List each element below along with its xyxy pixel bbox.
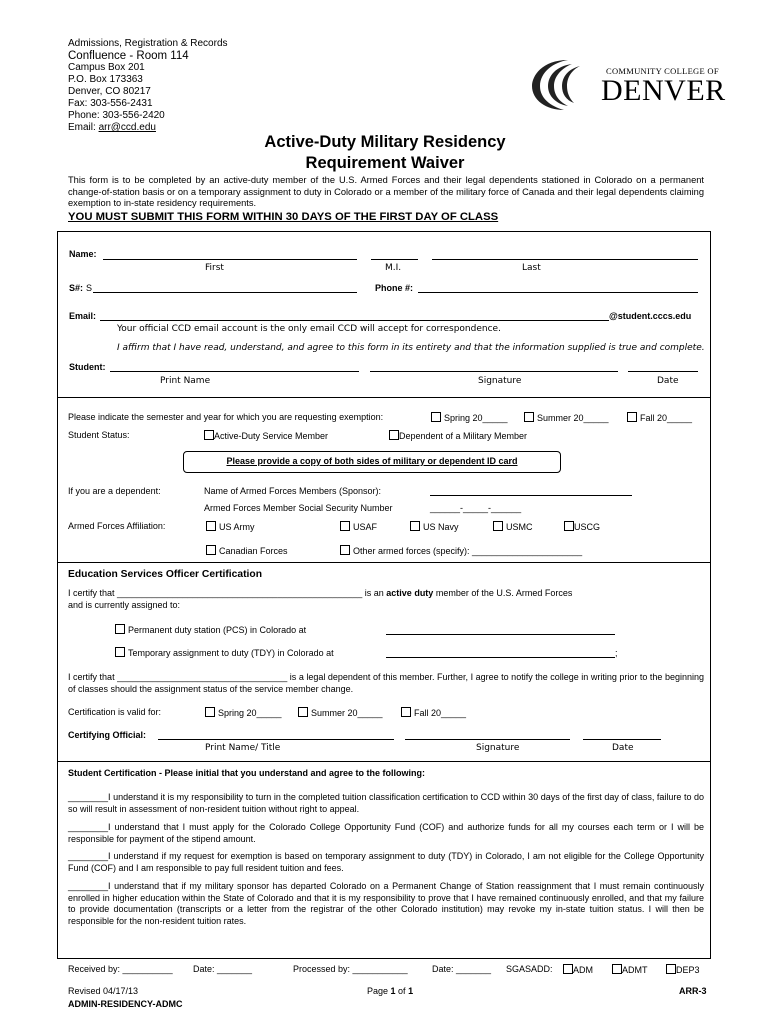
official-date-caption: Date: [612, 743, 634, 753]
semester-prompt: Please indicate the semester and year for which you are requesting exemption:: [68, 412, 384, 422]
sgasadd-label: SGASADD:: [506, 964, 553, 974]
ssn-label: Armed Forces Member Social Security Number: [204, 503, 393, 513]
received-date: Date: _______: [193, 964, 253, 974]
tdy-location-field[interactable]: [386, 657, 615, 658]
semicolon: ;: [615, 648, 618, 658]
divider: [57, 397, 711, 398]
last-caption: Last: [522, 263, 541, 273]
logo-small-text: COMMUNITY COLLEGE OF: [606, 66, 719, 76]
sponsor-label: Name of Armed Forces Members (Sponsor):: [204, 486, 382, 496]
uscg-option[interactable]: USCG: [564, 521, 600, 532]
phone: Phone: 303-556-2420: [68, 110, 165, 121]
deadline-notice: YOU MUST SUBMIT THIS FORM WITHIN 30 DAYS OF THE FIRST DAY OF CLASS: [68, 211, 499, 223]
processed-date: Date: _______: [432, 964, 492, 974]
email-label: Email:: [69, 311, 97, 321]
affiliation-label: Armed Forces Affiliation:: [68, 521, 166, 531]
official-signature-field[interactable]: [405, 739, 570, 740]
location: Confluence - Room 114: [68, 50, 189, 62]
checkbox-icon: [564, 521, 574, 531]
campus-box: Campus Box 201: [68, 62, 145, 73]
page-number: Page 1 of 1: [367, 986, 414, 996]
checkbox-icon: [115, 624, 125, 634]
student-id-field[interactable]: [93, 292, 357, 293]
dependent-option[interactable]: Dependent of a Military Member: [389, 430, 527, 441]
college-logo: [528, 56, 728, 112]
eso-heading: Education Services Officer Certification: [68, 569, 262, 580]
checkbox-icon: [493, 521, 503, 531]
arr-code: ARR-3: [679, 986, 707, 996]
valid-fall-option[interactable]: Fall 20_____: [401, 707, 466, 718]
sponsor-name-field[interactable]: [430, 495, 632, 496]
dependent-certify: I certify that __________________________________ is a legal dependent of this member. Further, I agree to notify the college in writing prior to the beginning of classes should the assignment status of the service member change.: [68, 672, 704, 694]
checkbox-icon: [410, 521, 420, 531]
us-army-option[interactable]: US Army: [206, 521, 255, 532]
checkbox-icon: [401, 707, 411, 717]
first-caption: First: [205, 263, 224, 273]
mi-field[interactable]: [371, 259, 418, 260]
last-name-field[interactable]: [432, 259, 698, 260]
pcs-location-field[interactable]: [386, 634, 615, 635]
dept-name: Admissions, Registration & Records: [68, 38, 228, 49]
other-forces-option[interactable]: Other armed forces (specify): ______________________: [340, 545, 582, 556]
checkbox-icon: [340, 521, 350, 531]
student-email-field[interactable]: [100, 320, 609, 321]
valid-spring-option[interactable]: Spring 20_____: [205, 707, 282, 718]
summer-option[interactable]: Summer 20_____: [524, 412, 609, 423]
form-code: ADMIN-RESIDENCY-ADMC: [68, 999, 183, 1009]
spring-option[interactable]: Spring 20_____: [431, 412, 508, 423]
usaf-option[interactable]: USAF: [340, 521, 377, 532]
cert-item-3: ________I understand if my request for exemption is based on temporary assignment to duty (TDY) in Colorado, I am not eligible for the College Opportunity Fund (COF) and I am responsible to pay full resident tuition and fees.: [68, 851, 704, 873]
name-label: Name:: [69, 249, 97, 259]
processed-by: Processed by: ___________: [293, 964, 408, 974]
cert-item-4: ________I understand that if my military sponsor has departed Colorado on a Permanent Change of Station reassignment that I must remain continuously enrolled in higher education within the State of Colorado and that it is my responsibility to prove that I have remained continuously enrolled, and that my failure to provide documentation (transcripts or a letter from the registrar of the other Colorado institution) may revoke my in-state tuition status. I will then be responsible for the non-resident tuition rates.: [68, 881, 704, 926]
affirm-statement: I affirm that I have read, understand, and agree to this form in its entirety and that the information supplied is true and complete.: [117, 343, 705, 353]
mi-caption: M.I.: [385, 263, 402, 273]
divider: [57, 562, 711, 563]
date-caption: Date: [657, 376, 679, 386]
print-title-caption: Print Name/ Title: [205, 743, 281, 753]
intro-paragraph: This form is to be completed by an active-duty member of the U.S. Armed Forces and their legal dependents stationed in Colorado on a permanent change-of-station basis or on a temporary assignment to duty in Colorado or a member of the military force of Canada and their legal dependents claiming exemption to in-state residency requirements.: [68, 175, 704, 208]
received-by: Received by: __________: [68, 964, 173, 974]
print-name-caption: Print Name: [160, 376, 211, 386]
sid-prefix: S: [86, 283, 93, 293]
if-dependent-label: If you are a dependent:: [68, 486, 161, 496]
checkbox-icon: [666, 964, 676, 974]
checkbox-icon: [563, 964, 573, 974]
cert-item-2: ________I understand that I must apply for the Colorado College Opportunity Fund (COF) and authorize funds for all my courses each term or I will be responsible for payment of the stipend amount.: [68, 822, 704, 844]
admt-option[interactable]: ADMT: [612, 964, 648, 975]
checkbox-icon: [115, 647, 125, 657]
address-block: [68, 38, 228, 134]
usmc-option[interactable]: USMC: [493, 521, 533, 532]
student-signature-field[interactable]: [370, 371, 618, 372]
student-date-field[interactable]: [628, 371, 698, 372]
checkbox-icon: [524, 412, 534, 422]
us-navy-option[interactable]: US Navy: [410, 521, 459, 532]
dep3-option[interactable]: DEP3: [666, 964, 700, 975]
checkbox-icon: [389, 430, 399, 440]
checkbox-icon: [206, 545, 216, 555]
ssn-field[interactable]: ______-_____-______: [430, 503, 522, 513]
email-link[interactable]: arr@ccd.edu: [98, 122, 156, 133]
checkbox-icon: [206, 521, 216, 531]
canadian-forces-option[interactable]: Canadian Forces: [206, 545, 288, 556]
fall-option[interactable]: Fall 20_____: [627, 412, 692, 423]
eso-assigned-line: and is currently assigned to:: [68, 600, 181, 610]
valid-summer-option[interactable]: Summer 20_____: [298, 707, 383, 718]
status-label: Student Status:: [68, 430, 130, 440]
signature-caption: Signature: [478, 376, 522, 386]
sid-label: S#:: [69, 283, 84, 293]
checkbox-icon: [205, 707, 215, 717]
phone-field[interactable]: [418, 292, 698, 293]
first-name-field[interactable]: [103, 259, 357, 260]
logo-swoosh-icon: [528, 56, 608, 112]
email-note: Your official CCD email account is the only email CCD will accept for correspondence.: [117, 324, 501, 334]
checkbox-icon: [340, 545, 350, 555]
revised-date: Revised 04/17/13: [68, 986, 139, 996]
form-title-line1: Active-Duty Military Residency: [264, 133, 506, 151]
checkbox-icon: [298, 707, 308, 717]
tdy-option[interactable]: Temporary assignment to duty (TDY) in Colorado at: [115, 647, 334, 658]
email-line: Email: arr@ccd.edu: [68, 122, 156, 133]
fax: Fax: 303-556-2431: [68, 98, 153, 109]
official-date-field[interactable]: [583, 739, 661, 740]
email-domain: @student.cccs.edu: [609, 311, 692, 321]
eso-certify-line: I certify that _________________________________________________ is an active duty member of the U.S. Armed Forces: [68, 588, 573, 598]
cert-item-1: ________I understand it is my responsibility to turn in the completed tuition classification certification to CCD within 30 days of the first day of class, failure to do so will result in assessment of non-resident tuition without right to appeal.: [68, 792, 704, 814]
id-notice: Please provide a copy of both sides of military or dependent ID card: [183, 451, 561, 473]
pcs-option[interactable]: Permanent duty station (PCS) in Colorado at: [115, 624, 306, 635]
official-label: Certifying Official:: [68, 730, 147, 740]
phone-label: Phone #:: [375, 283, 414, 293]
official-name-field[interactable]: [158, 739, 394, 740]
city: Denver, CO 80217: [68, 86, 151, 97]
adm-option[interactable]: ADM: [563, 964, 593, 975]
active-duty-option[interactable]: Active-Duty Service Member: [204, 430, 328, 441]
official-signature-caption: Signature: [476, 743, 520, 753]
logo-big-text: DENVER: [601, 74, 726, 107]
checkbox-icon: [627, 412, 637, 422]
student-label: Student:: [69, 362, 106, 372]
divider: [57, 761, 711, 762]
checkbox-icon: [431, 412, 441, 422]
checkbox-icon: [612, 964, 622, 974]
student-print-name-field[interactable]: [110, 371, 359, 372]
checkbox-icon: [204, 430, 214, 440]
valid-label: Certification is valid for:: [68, 707, 162, 717]
student-cert-heading: Student Certification - Please initial that you understand and agree to the following:: [68, 768, 426, 778]
po-box: P.O. Box 173363: [68, 74, 143, 85]
form-title-line2: Requirement Waiver: [305, 154, 465, 172]
